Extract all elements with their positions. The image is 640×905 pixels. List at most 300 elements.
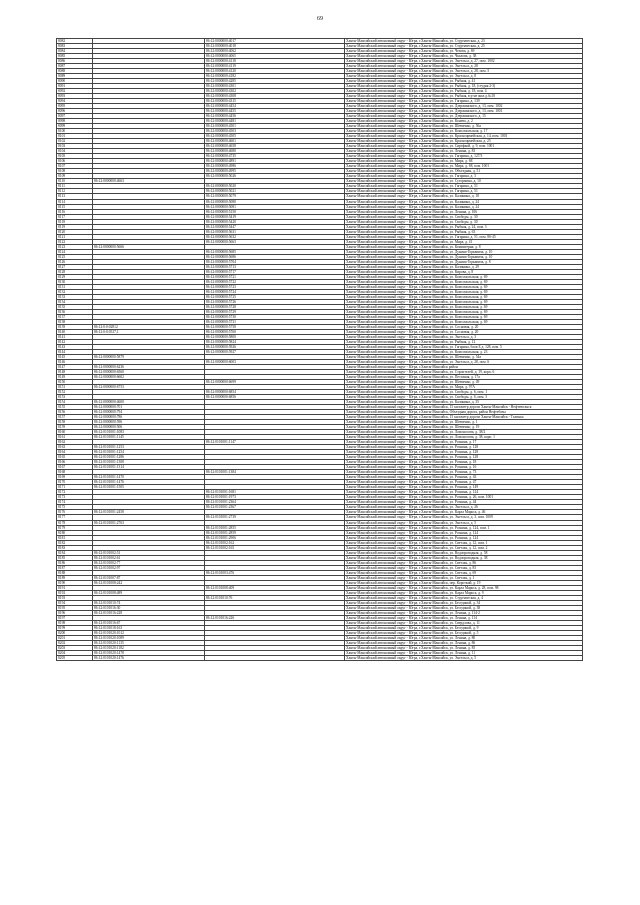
address-cell: Ханты-Мансийский автономный округ - Югра, г.Ханты-Мансийск, ул. Комсомольская, д. 69 — [345, 284, 583, 289]
row-number-cell: 8158 — [57, 420, 93, 425]
row-number-cell: 8105 — [57, 154, 93, 159]
row-number-cell: 8191 — [57, 585, 93, 590]
row-number-cell: 8203 — [57, 645, 93, 650]
address-cell: Ханты-Мансийский автономный округ - Югра, г.Ханты-Мансийск, ул. Ленина, д. 83 — [345, 149, 583, 154]
land-cadastral-number-cell: 86:12:0000000:6236 — [93, 365, 205, 370]
address-cell: Ханты-Мансийский автономный округ - Югра, г.Ханты-Мансийск, ул. Мира, д. 68, пом. 1001 — [345, 164, 583, 169]
building-cadastral-number-cell: 86:12:0101001:2739 — [205, 515, 345, 520]
building-cadastral-number-cell: 86:12:0000000:5722 — [205, 279, 345, 284]
land-cadastral-number-cell: 86:12:0000000:4663 — [93, 179, 205, 184]
building-cadastral-number-cell: 86:12:0000000:6856 — [205, 395, 345, 400]
building-cadastral-number-cell: 86:12:0101002:162 — [205, 540, 345, 545]
address-cell: Ханты-Мансийский автономный округ - Югра, г.Ханты-Мансийск, ул. Гагарина, д. 51 — [345, 189, 583, 194]
row-number-cell: 8125 — [57, 254, 93, 259]
address-cell: Ханты-Мансийский автономный округ - Югра, г.Ханты-Мансийск, ул. Бесединой, д. 38 — [345, 605, 583, 610]
row-number-cell: 8096 — [57, 109, 93, 114]
land-cadastral-number-cell: 86:12:0101020:1089 — [93, 635, 205, 640]
address-cell: Ханты-Мансийский автономный округ - Югра, г.Ханты-Мансийск, ул. Комсомольская, д. 69 — [345, 279, 583, 284]
building-cadastral-number-cell: 86:12:0101001:2859 — [205, 530, 345, 535]
land-cadastral-number-cell: 86:12:0101001:2763 — [93, 520, 205, 525]
address-cell: Ханты-Мансийский автономный округ - Югра, г.Ханты-Мансийск, ул. Энгельса, д. 8 — [345, 74, 583, 79]
row-number-cell: 8119 — [57, 224, 93, 229]
address-cell: Ханты-Мансийский автономный округ - Югра, г.Ханты-Мансийск, ул. Ленина, д. 11 — [345, 650, 583, 655]
row-number-cell: 8162 — [57, 440, 93, 445]
address-cell: Ханты-Мансийский автономный округ - Югра, г.Ханты-Мансийск, ул. Энгельса, д. 3 — [345, 334, 583, 339]
land-cadastral-number-cell: 86:12:0000000:6560 — [93, 370, 205, 375]
building-cadastral-number-cell: 86:12:0000000:5021 — [205, 189, 345, 194]
building-cadastral-number-cell: 86:12:0000000:4302 — [205, 89, 345, 94]
row-number-cell: 8165 — [57, 455, 93, 460]
row-number-cell: 8151 — [57, 385, 93, 390]
address-cell: Ханты-Мансийский автономный округ - Югра, г.Ханты-Мансийск, ул. Рыбная, д. 12 — [345, 339, 583, 344]
row-number-cell: 8092 — [57, 89, 93, 94]
address-cell: Ханты-Мансийский автономный округ - Югра, г.Ханты-Мансийск, ул. Чехова, д. 69 — [345, 49, 583, 54]
row-number-cell: 8176 — [57, 510, 93, 515]
building-cadastral-number-cell: 86:12:0000000:4891 — [205, 159, 345, 164]
row-number-cell: 8138 — [57, 319, 93, 324]
row-number-cell: 8155 — [57, 405, 93, 410]
row-number-cell: 8099 — [57, 124, 93, 129]
building-cadastral-number-cell: 86:12:0000000:5631 — [205, 229, 345, 234]
address-cell: Ханты-Мансийский автономный округ - Югра, г.Ханты-Мансийск, ул. Карла Маркса, д. 46 — [345, 510, 583, 515]
building-cadastral-number-cell: 86:12:0000000:6699 — [205, 380, 345, 385]
land-cadastral-number-cell: 86:12:0000000:786 — [93, 415, 205, 420]
row-number-cell: 8180 — [57, 530, 93, 535]
land-cadastral-number-cell: 86:12:0101020:1476 — [93, 655, 205, 660]
land-cadastral-number-cell: 86:12:0101016:30 — [93, 605, 205, 610]
row-number-cell: 8173 — [57, 495, 93, 500]
address-cell: Ханты-Мансийский автономный округ - Югра, г.Ханты-Мансийск, ул. Комсомольская, д. 69 — [345, 319, 583, 324]
building-cadastral-number-cell: 86:12:0000000:5731 — [205, 319, 345, 324]
row-number-cell: 8131 — [57, 284, 93, 289]
building-cadastral-number-cell: 86:12:0000000:4315 — [205, 99, 345, 104]
building-cadastral-number-cell: 86:12:0000000:4505 — [205, 134, 345, 139]
address-cell: Ханты-Мансийский автономный округ - Югра, г.Ханты-Мансийск, ул. Рыбная, д. 18, пом. 4 — [345, 89, 583, 94]
row-number-cell: 8112 — [57, 189, 93, 194]
row-number-cell: 8189 — [57, 575, 93, 580]
building-cadastral-number-cell: 86:12:0000000:5663 — [205, 239, 345, 244]
row-number-cell: 8107 — [57, 164, 93, 169]
address-cell: Ханты-Мансийский автономный округ - Югра, г.Ханты-Мансийск, ул. Ленина, д. 80 — [345, 635, 583, 640]
row-number-cell: 8118 — [57, 219, 93, 224]
building-cadastral-number-cell: 86:12:0101001:2364 — [205, 500, 345, 505]
address-cell: Ханты-Мансийский автономный округ - Югра, г.Ханты-Мансийск, ул. Ломоносова, д. 38/2 — [345, 430, 583, 435]
address-cell: Ханты-Мансийский автономный округ - Югра, г.Ханты-Мансийск, ул. Карла Маркса, д. 9 — [345, 590, 583, 595]
address-cell: Ханты-Мансийский автономный округ - Югра, г.Ханты-Мансийск, ул. Дунина-Горкавича, д. 10 — [345, 249, 583, 254]
row-number-cell: 8103 — [57, 144, 93, 149]
row-number-cell: 8194 — [57, 600, 93, 605]
address-cell: Ханты-Мансийский автономный округ - Югра, г.Ханты-Мансийск, ул. Объездная, д. 51 — [345, 169, 583, 174]
address-cell: Ханты-Мансийский автономный округ - Югра, г.Ханты-Мансийск, ул. Ленина, д. 114 — [345, 615, 583, 620]
building-cadastral-number-cell: 86:12:0000000:4017 — [205, 39, 345, 44]
row-number-cell: 8153 — [57, 395, 93, 400]
row-number-cell: 8181 — [57, 535, 93, 540]
address-cell: Ханты-Мансийский автономный округ - Югра, г.Ханты-Мансийск, ул. Рознина, д. 128 — [345, 445, 583, 450]
address-cell: Ханты-Мансийский автономный округ - Югра, г.Ханты-Мансийск, ул. Энгельса, д. 3, пом. 1009 — [345, 515, 583, 520]
address-cell: Ханты-Мансийский автономный округ - Югра, г.Ханты-Мансийск, ул. Бесединой, д. 5 — [345, 630, 583, 635]
address-cell: Ханты-Мансийский автономный округ - Югра, г.Ханты-Мансийск район — [345, 365, 583, 370]
land-cadastral-number-cell: 86:12:0000000:596 — [93, 420, 205, 425]
row-number-cell: 8128 — [57, 269, 93, 274]
row-number-cell: 8184 — [57, 550, 93, 555]
row-number-cell: 8160 — [57, 430, 93, 435]
land-cadastral-number-cell: 86:12:0000000:4600 — [93, 400, 205, 405]
building-cadastral-number-cell: 86:12:0000000:4018 — [205, 44, 345, 49]
land-cadastral-number-cell: 86:12:0000000:701 — [93, 405, 205, 410]
land-cadastral-number-cell: 86:12:0101010:74 — [93, 600, 205, 605]
address-cell: Ханты-Мансийский автономный округ - Югра, г.Ханты-Мансийск, ул. Рознина, д. 73 — [345, 470, 583, 475]
land-cadastral-number-cell: 86:12:0000000:794 — [93, 410, 205, 415]
building-cadastral-number-cell: 86:12:0000000:4062 — [205, 49, 345, 54]
land-cadastral-number-cell: 86:12:0:0:02812 — [93, 324, 205, 329]
building-cadastral-number-cell: 86:12:0000000:5080 — [205, 199, 345, 204]
address-cell: Ханты-Мансийский автономный округ - Югра, г.Ханты-Мансийск, ул. Красноармейская, д. 14, пом. 1001 — [345, 134, 583, 139]
building-cadastral-number-cell: 86:12:0101001:2367 — [205, 505, 345, 510]
building-cadastral-number-cell: 86:12:0000000:4454 — [205, 104, 345, 109]
address-cell: Ханты-Мансийский автономный округ - Югра, г.Ханты-Мансийск, ул. Светлая, д. 69 — [345, 570, 583, 575]
row-number-cell: 8167 — [57, 465, 93, 470]
row-number-cell: 8097 — [57, 114, 93, 119]
row-number-cell: 8178 — [57, 520, 93, 525]
row-number-cell: 8141 — [57, 334, 93, 339]
row-number-cell: 8084 — [57, 49, 93, 54]
row-number-cell: 8157 — [57, 415, 93, 420]
building-cadastral-number-cell: 86:12:0000000:4119 — [205, 64, 345, 69]
row-number-cell: 8115 — [57, 204, 93, 209]
row-number-cell: 8150 — [57, 380, 93, 385]
address-cell: Ханты-Мансийский автономный округ - Югра, г.Ханты-Мансийск, ул. Калинина, д. 18 — [345, 194, 583, 199]
address-cell: Ханты-Мансийский автономный округ - Югра, г.Ханты-Мансийск, ул. Энгельса, д. 5 — [345, 655, 583, 660]
address-cell: Ханты-Мансийский автономный округ - Югра, г.Ханты-Мансийск, ул. Комсомольская, д. 69 — [345, 274, 583, 279]
address-cell: Ханты-Мансийский автономный округ - Югра, г.Ханты-Мансийск, ул. Свободы, д. 6, пом. 3 — [345, 395, 583, 400]
row-number-cell: 8110 — [57, 179, 93, 184]
address-cell: Ханты-Мансийский автономный округ - Югра, г.Ханты-Мансийск, ул. Гагарина, д. 51 — [345, 184, 583, 189]
building-cadastral-number-cell: 86:12:0000000:4456 — [205, 114, 345, 119]
row-number-cell: 8116 — [57, 209, 93, 214]
land-cadastral-number-cell: 86:12:0101001:1254 — [93, 450, 205, 455]
row-number-cell: 8091 — [57, 84, 93, 89]
address-cell: Ханты-Мансийский автономный округ - Югра, г.Ханты-Мансийск, ул. Комсомольская, д. 69 — [345, 289, 583, 294]
building-cadastral-number-cell: 86:12:0000000:4120 — [205, 69, 345, 74]
address-cell: Ханты-Мансийский автономный округ - Югра, г.Ханты-Мансийск, ул. Кирова, д. 8 — [345, 269, 583, 274]
address-cell: Ханты-Мансийский автономный округ - Югра, г.Ханты-Мансийск, ул. Сутормина, д. 10 — [345, 179, 583, 184]
building-cadastral-number-cell: 86:12:0101003:476 — [205, 570, 345, 575]
land-cadastral-number-cell: 86:12:0000000:6753 — [93, 385, 205, 390]
address-cell: Ханты-Мансийский автономный округ - Югра, г.Ханты-Мансийск, ул. Сирефкой, д. 9, пом. 1001 — [345, 144, 583, 149]
row-number-cell: 8152 — [57, 390, 93, 395]
land-cadastral-number-cell: 86:12:0000000:5879 — [93, 354, 205, 359]
building-cadastral-number-cell: 86:12:0000000:4118 — [205, 59, 345, 64]
building-cadastral-number-cell: 86:12:0000000:4986 — [205, 164, 345, 169]
row-number-cell: 8132 — [57, 289, 93, 294]
address-cell: Ханты-Мансийский автономный округ - Югра, г.Ханты-Мансийск, ул. Светлая, д. 86 — [345, 560, 583, 565]
row-number-cell: 8090 — [57, 79, 93, 84]
building-cadastral-number-cell: 86:12:0000000:4995 — [205, 169, 345, 174]
row-number-cell: 8094 — [57, 99, 93, 104]
address-cell: Ханты-Мансийский автономный округ - Югра, г.Ханты-Мансийск, ул. Рознина, д. 47 — [345, 480, 583, 485]
address-cell: Ханты-Мансийский автономный округ - Югра, г.Ханты-Мансийск, ул. Шевченко, д. 49 — [345, 380, 583, 385]
row-number-cell: 8198 — [57, 620, 93, 625]
address-cell: Ханты-Мансийский автономный округ - Югра, г.Ханты-Мансийск, ул. Студенческая, д. 23 — [345, 39, 583, 44]
address-cell: Ханты-Мансийский автономный округ - Югра, г.Ханты-Мансийск, ул. Дзержинского, д. 13, пом. 1002 — [345, 104, 583, 109]
land-cadastral-number-cell: 86:12:0101008:242 — [93, 580, 205, 585]
row-number-cell: 8171 — [57, 485, 93, 490]
row-number-cell: 8177 — [57, 515, 93, 520]
address-cell: Ханты-Мансийский автономный округ - Югра, г.Ханты-Мансийск, ул. Энгельса, д. 5 — [345, 520, 583, 525]
row-number-cell: 8117 — [57, 214, 93, 219]
table-row — [57, 655, 583, 660]
building-cadastral-number-cell: 86:12:0000000:4601 — [205, 139, 345, 144]
row-number-cell: 8085 — [57, 54, 93, 59]
row-number-cell: 8122 — [57, 239, 93, 244]
address-cell: Ханты-Мансийский автономный округ - Югра, г.Ханты-Мансийск, ул. Водопроводная, д. 58 — [345, 550, 583, 555]
row-number-cell: 8195 — [57, 605, 93, 610]
row-number-cell: 8133 — [57, 294, 93, 299]
land-cadastral-number-cell: 86:12:0101001:1308 — [93, 460, 205, 465]
row-number-cell: 8109 — [57, 174, 93, 179]
row-number-cell: 8200 — [57, 630, 93, 635]
row-number-cell: 8093 — [57, 94, 93, 99]
building-cadastral-number-cell: 86:12:0000000:5686 — [205, 254, 345, 259]
address-cell: Ханты-Мансийский автономный округ - Югра, г.Ханты-Мансийск, ул. Рознина, д. 17 — [345, 440, 583, 445]
address-cell: Ханты-Мансийский автономный округ - Югра, г.Ханты-Мансийск, ул. Энгельса, д. 27, пом. 1002 — [345, 59, 583, 64]
address-cell: Ханты-Мансийский автономный округ - Югра, г.Ханты-Мансийск, ул. Комсомольская, д. 17 — [345, 129, 583, 134]
row-number-cell: 8126 — [57, 259, 93, 264]
address-cell: Ханты-Мансийский автономный округ - Югра, г.Ханты-Мансийск, ул. Калинина, д. 35 — [345, 400, 583, 405]
land-cadastral-number-cell: 86:12:0101001:1505 — [93, 485, 205, 490]
row-number-cell: 8144 — [57, 349, 93, 354]
address-cell: Ханты-Мансийский автономный округ - Югра, г.Ханты-Мансийск, ул. Шевченко, д. 1 — [345, 420, 583, 425]
page-number: 69 — [317, 16, 323, 22]
building-cadastral-number-cell: 86:12:0000000:5081 — [205, 204, 345, 209]
row-number-cell: 8129 — [57, 274, 93, 279]
row-number-cell: 8186 — [57, 560, 93, 565]
row-number-cell: 8192 — [57, 590, 93, 595]
address-cell: Ханты-Мансийский автономный округ - Югра, г.Ханты-Мансийск, ул. Свободы, д. 30 — [345, 214, 583, 219]
land-cadastral-number-cell: 86:12:0000000:5666 — [93, 244, 205, 249]
address-cell: Ханты-Мансийский автономный округ - Югра, г.Ханты-Мансийск, ул. Энгельса, д. 28, пом. 6 — [345, 360, 583, 365]
address-cell: Ханты-Мансийский автономный округ - Югра, г.Ханты-Мансийск, ул. Шевченко, д. 56а — [345, 124, 583, 129]
address-cell: Ханты-Мансийский автономный округ - Югра, г.Ханты-Мансийск, ул. Гагарина, д. 3 — [345, 174, 583, 179]
land-cadastral-number-cell: 86:12:0101001:1253 — [93, 445, 205, 450]
row-number-cell: 8187 — [57, 565, 93, 570]
row-number-cell: 8108 — [57, 169, 93, 174]
building-cadastral-number-cell: 86:12:0000000:4501 — [205, 124, 345, 129]
row-number-cell: 8142 — [57, 339, 93, 344]
row-number-cell: 8127 — [57, 264, 93, 269]
building-cadastral-number-cell: 86:12:0000000:5726 — [205, 299, 345, 304]
land-cadastral-number-cell: 86:12:0101001:1083 — [93, 430, 205, 435]
address-cell: Ханты-Мансийский автономный округ - Югра, г.Ханты-Мансийск, ул. Свердлова, д. 11 — [345, 620, 583, 625]
building-cadastral-number-cell: 86:12:0000000:5824 — [205, 339, 345, 344]
building-cadastral-number-cell: 86:12:0000000:5685 — [205, 249, 345, 254]
building-cadastral-number-cell: 86:12:0101002:165 — [205, 545, 345, 550]
row-number-cell: 8089 — [57, 74, 93, 79]
building-cadastral-number-cell: 86:12:0000000:5079 — [205, 194, 345, 199]
row-number-cell: 8083 — [57, 44, 93, 49]
address-cell: Ханты-Мансийский автономный округ - Югра, г.Ханты-Мансийск, ул. Рознина, д. 18 — [345, 460, 583, 465]
address-cell: Ханты-Мансийский автономный округ - Югра, г.Ханты-Мансийск, ул. Студенческая, д. 25 — [345, 44, 583, 49]
building-cadastral-number-cell: 86:12:0000000:4735 — [205, 154, 345, 159]
building-cadastral-number-cell: 86:12:0000000:5729 — [205, 309, 345, 314]
address-cell: Ханты-Мансийский автономный округ - Югра, г.Ханты-Мансийск, ул. Ленина, д. 114-2 — [345, 610, 583, 615]
address-cell: Ханты-Мансийский автономный округ - Югра, г.Ханты-Мансийск, ул. Гагарина, д. 51, пом. 86-45 — [345, 234, 583, 239]
address-cell: Ханты-Мансийский автономный округ - Югра, г.Ханты-Мансийск, ул. Шевченко, д. 54а — [345, 354, 583, 359]
row-number-cell: 8172 — [57, 490, 93, 495]
address-cell: Ханты-Мансийский автономный округ - Югра, г.Ханты-Мансийск, ул. Ленина, д. 106 — [345, 209, 583, 214]
row-number-cell: 8095 — [57, 104, 93, 109]
land-cadastral-number-cell: 86:12:0000000:506 — [93, 425, 205, 430]
building-cadastral-number-cell: 86:12:0000000:5713 — [205, 264, 345, 269]
address-cell: Ханты-Мансийский автономный округ - Югра, г.Ханты-Мансийск, ул. Энгельса, д. 26 — [345, 505, 583, 510]
land-cadastral-number-cell: 86:12:0101002:51 — [93, 550, 205, 555]
building-cadastral-number-cell: 86:12:0000000:5717 — [205, 269, 345, 274]
row-number-cell: 8188 — [57, 570, 93, 575]
address-cell: Ханты-Мансийский автономный округ - Югра, г.Ханты-Мансийск, ул. Конева, д. 2 — [345, 119, 583, 124]
row-number-cell: 8161 — [57, 435, 93, 440]
building-cadastral-number-cell: 86:12:0000000:4308 — [205, 94, 345, 99]
row-number-cell: 8174 — [57, 500, 93, 505]
land-cadastral-number-cell: 86:12:0101007:87 — [93, 575, 205, 580]
building-cadastral-number-cell: 86:12:0000000:5020 — [205, 184, 345, 189]
land-cadastral-number-cell: 86:12:0101001:1145 — [93, 435, 205, 440]
row-number-cell: 8201 — [57, 635, 93, 640]
land-cadastral-number-cell: 86:12:0101002:61 — [93, 555, 205, 560]
address-cell: Ханты-Мансийский автономный округ - Югра, г.Ханты-Мансийск, 15 километр дороги Ханты-Мансийск - Нефтеюганск — [345, 405, 583, 410]
address-cell: Ханты-Мансийский автономный округ - Югра, г.Ханты-Мансийск, ул. Светлая, д. 12, пом. 2 — [345, 545, 583, 550]
building-cadastral-number-cell: 86:12:0000000:5760 — [205, 329, 345, 334]
building-cadastral-number-cell: 86:12:0000000:4285 — [205, 79, 345, 84]
address-cell: Ханты-Мансийский автономный округ - Югра, г.Ханты-Мансийск, ул. Коминтерна, д. 8 — [345, 244, 583, 249]
land-cadastral-number-cell: 86:12:0101020:1478 — [93, 650, 205, 655]
address-cell: Ханты-Мансийский автономный округ - Югра, г.Ханты-Мансийск, ул. Светлая, д. 83 — [345, 565, 583, 570]
building-cadastral-number-cell: 86:12:0000000:6003 — [205, 360, 345, 365]
address-cell: Ханты-Мансийский автономный округ - Югра, г.Ханты-Мансийск, Объездная дорога, район Нефтебазы — [345, 410, 583, 415]
building-cadastral-number-cell: 86:12:0101001:2906 — [205, 535, 345, 540]
building-cadastral-number-cell: 86:12:0000000:4301 — [205, 84, 345, 89]
row-number-cell: 8185 — [57, 555, 93, 560]
row-number-cell: 8156 — [57, 410, 93, 415]
land-cadastral-number-cell: 86:12:0101001:2458 — [93, 510, 205, 515]
building-cadastral-number-cell: 86:12:0000000:6854 — [205, 390, 345, 395]
row-number-cell: 8147 — [57, 365, 93, 370]
row-number-cell: 8139 — [57, 324, 93, 329]
row-number-cell: 8205 — [57, 655, 93, 660]
building-cadastral-number-cell: 86:12:0000000:4455 — [205, 109, 345, 114]
address-cell: Ханты-Мансийский автономный округ - Югра, г.Ханты-Мансийск, ул. Рознина, д. 16 — [345, 465, 583, 470]
land-cadastral-number-cell: 86:12:0101018:163 — [93, 625, 205, 630]
address-cell: Ханты-Мансийский автономный округ - Югра, г.Ханты-Мансийск, ул. Рознина, д. 44 — [345, 500, 583, 505]
address-cell: Ханты-Мансийский автономный округ - Югра, г.Ханты-Мансийск, ул. Рыбная, д. 18, (студия 2-3) — [345, 84, 583, 89]
row-number-cell: 8113 — [57, 194, 93, 199]
address-cell: Ханты-Мансийский автономный округ - Югра, г.Ханты-Мансийск, ул. Дунина-Горкавича, д. 8 — [345, 259, 583, 264]
address-cell: Ханты-Мансийский автономный округ - Югра, г.Ханты-Мансийск, ул. Бесединой, д. 9 — [345, 625, 583, 630]
row-number-cell: 8146 — [57, 360, 93, 365]
land-cadastral-number-cell: 86:12:0101016:228 — [93, 610, 205, 615]
building-cadastral-number-cell: 86:12:0000000:4658 — [205, 144, 345, 149]
row-number-cell: 8124 — [57, 249, 93, 254]
row-number-cell: 8143 — [57, 344, 93, 349]
building-cadastral-number-cell: 86:12:0000000:5632 — [205, 234, 345, 239]
row-number-cell: 8100 — [57, 129, 93, 134]
address-cell: Ханты-Мансийский автономный округ - Югра, г.Ханты-Мансийск, ул. Сосновая, д. 20 — [345, 329, 583, 334]
address-cell: Ханты-Мансийский автономный округ - Югра, г.Ханты-Мансийск, ул. Рознина, д. 26, пом. 1001 — [345, 495, 583, 500]
building-cadastral-number-cell: 86:12:0000000:5800 — [205, 334, 345, 339]
building-cadastral-number-cell: 86:12:0000000:5420 — [205, 219, 345, 224]
address-cell: Ханты-Мансийский автономный округ - Югра, г.Ханты-Мансийск, ул. Дунина-Горкавича, д. 10 — [345, 254, 583, 259]
address-cell: Ханты-Мансийский автономный округ - Югра, г.Ханты-Мансийск, ул. Калинина, д. 29 — [345, 264, 583, 269]
address-cell: Ханты-Мансийский автономный округ - Югра, г.Ханты-Мансийск, ул. Мира, д. 97А — [345, 385, 583, 390]
building-cadastral-number-cell: 86:12:0101010:76 — [205, 595, 345, 600]
row-number-cell: 8190 — [57, 580, 93, 585]
row-number-cell: 8199 — [57, 625, 93, 630]
address-cell: Ханты-Мансийский автономный округ - Югра, г.Ханты-Мансийск, пер. Короткий, д. 19 — [345, 580, 583, 585]
row-number-cell: 8136 — [57, 309, 93, 314]
building-cadastral-number-cell: 86:12:0000000:5419 — [205, 214, 345, 219]
building-cadastral-number-cell: 86:12:0101001:2855 — [205, 525, 345, 530]
land-cadastral-number-cell: 86:12:0101001:1476 — [93, 480, 205, 485]
address-cell: Ханты-Мансийский автономный округ - Югра, г.Ханты-Мансийск, ул. Комсомольская, д. 23 — [345, 349, 583, 354]
building-cadastral-number-cell: 86:12:0101001:1681 — [205, 490, 345, 495]
row-number-cell: 8101 — [57, 134, 93, 139]
address-cell: Ханты-Мансийский автономный округ - Югра, г.Ханты-Мансийск, ул. Комсомольская, д. 69 — [345, 304, 583, 309]
building-cadastral-number-cell: 86:12:0101001:1147 — [205, 440, 345, 445]
row-number-cell: 8106 — [57, 159, 93, 164]
address-cell: Ханты-Мансийский автономный округ - Югра, г.Ханты-Мансийск, ул. Рознина, д. 124 — [345, 530, 583, 535]
address-cell: Ханты-Мансийский автономный округ - Югра, г.Ханты-Мансийск, ул. Песчаная, д. 17а — [345, 375, 583, 380]
land-cadastral-number-cell: 86:12:0101002:77 — [93, 560, 205, 565]
register-table-body — [57, 39, 583, 661]
row-number-cell: 8137 — [57, 314, 93, 319]
building-cadastral-number-cell: 86:12:0101001:1384 — [205, 470, 345, 475]
address-cell: Ханты-Мансийский автономный округ - Югра, г.Ханты-Мансийск, ул. Комсомольская, д. 69 — [345, 314, 583, 319]
address-cell: Ханты-Мансийский автономный округ - Югра, г.Ханты-Мансийск, ул. Рознина, д. 149 — [345, 485, 583, 490]
row-number-cell: 8082 — [57, 39, 93, 44]
address-cell: Ханты-Мансийский автономный округ - Югра, г.Ханты-Мансийск, ул. Красноармейская, д. 25 — [345, 139, 583, 144]
address-cell: Ханты-Мансийский автономный округ - Югра, г.Ханты-Мансийск, ул. Ленина, д. 85 — [345, 645, 583, 650]
address-cell: Ханты-Мансийский автономный округ - Югра, г.Ханты-Мансийск, ул. Строителей, д. 19, корп. 6 — [345, 370, 583, 375]
row-number-cell: 8111 — [57, 184, 93, 189]
building-cadastral-number-cell: 86:12:0000000:5730 — [205, 314, 345, 319]
land-cadastral-number-cell: 86:12:0101020:1135 — [93, 640, 205, 645]
address-cell: Ханты-Мансийский автономный округ - Югра, г.Ханты-Мансийск, ул. Сосновая, д. 20 — [345, 324, 583, 329]
row-number-cell: 8175 — [57, 505, 93, 510]
land-cadastral-number-cell: 86:12:0101001:1286 — [93, 455, 205, 460]
row-number-cell: 8135 — [57, 304, 93, 309]
row-number-cell: 8087 — [57, 64, 93, 69]
building-cadastral-number-cell: 86:12:0000000:4503 — [205, 129, 345, 134]
land-cadastral-number-cell: 86:12:0101016:67 — [93, 620, 205, 625]
row-number-cell: 8148 — [57, 370, 93, 375]
address-cell: Ханты-Мансийский автономный округ - Югра, г.Ханты-Мансийск, ул. Ленина, д. 86 — [345, 640, 583, 645]
address-cell: Ханты-Мансийский автономный округ - Югра, г.Ханты-Мансийск, ул. Рознина, д. 124 — [345, 490, 583, 495]
address-cell: Ханты-Мансийский автономный округ - Югра, г.Ханты-Мансийск, ул. Рыбная, д. 24, пом. 3 — [345, 224, 583, 229]
address-cell: Ханты-Мансийский автономный округ - Югра, г.Ханты-Мансийск, ул. Дзержинского, д. 13, пом. 1001 — [345, 109, 583, 114]
row-number-cell: 8169 — [57, 475, 93, 480]
land-cadastral-number-cell: 86:12:0101002:97 — [93, 565, 205, 570]
row-number-cell: 8196 — [57, 610, 93, 615]
row-number-cell: 8123 — [57, 244, 93, 249]
address-cell: Ханты-Мансийский автономный округ - Югра, г.Ханты-Мансийск, ул. Мира, д. 41 — [345, 239, 583, 244]
building-cadastral-number-cell: 86:12:0000000:5026 — [205, 174, 345, 179]
land-cadastral-number-cell: 86:12:0101020:1182 — [93, 645, 205, 650]
row-number-cell: 8168 — [57, 470, 93, 475]
land-cadastral-number-cell: 86:12:0000000:6602 — [93, 375, 205, 380]
row-number-cell: 8130 — [57, 279, 93, 284]
address-cell: Ханты-Мансийский автономный округ - Югра, г.Ханты-Мансийск, ул. Комсомольская, д. 69 — [345, 309, 583, 314]
address-cell: Ханты-Мансийский автономный округ - Югра, г.Ханты-Мансийск, 15 километр дороги Ханты-Мансийск - Талинка — [345, 415, 583, 420]
land-cadastral-number-cell: 86:12:0101020:1012 — [93, 630, 205, 635]
